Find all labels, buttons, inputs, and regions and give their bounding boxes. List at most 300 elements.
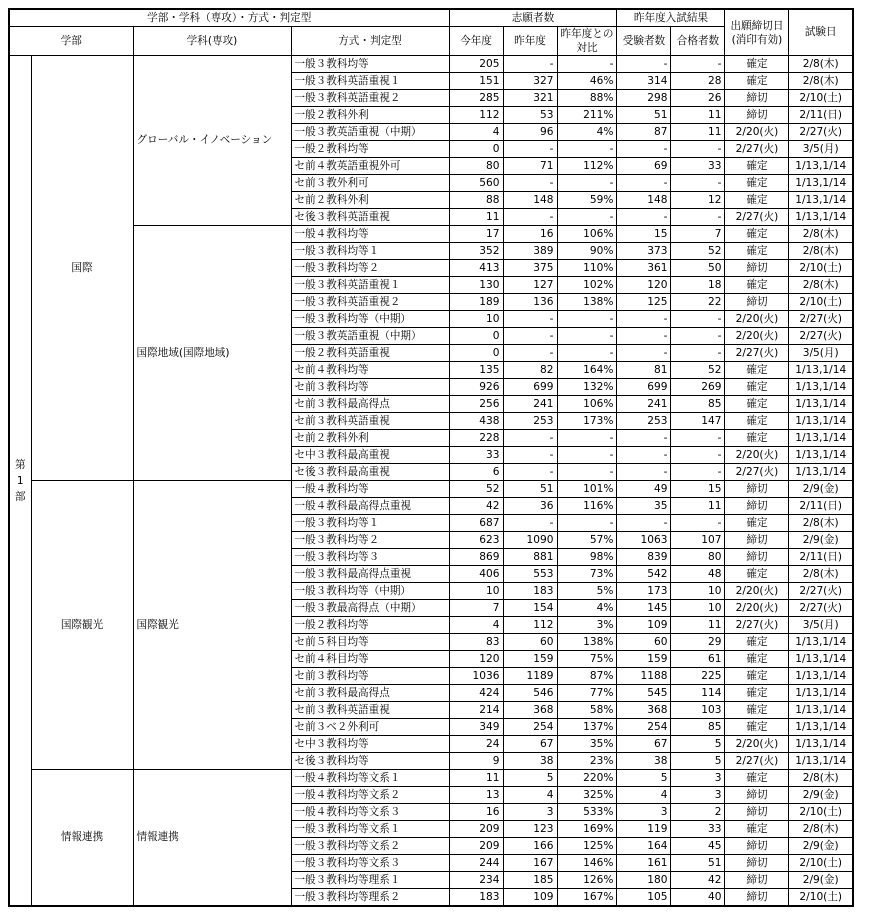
method-cell: 一般２教科外利 [291,107,449,124]
ratio-cell: - [557,328,617,345]
ratio-cell: 169% [557,821,617,838]
header-ratio [557,27,617,56]
deadline-cell: 2/20(火) [725,447,789,464]
deadline-cell: 締切 [725,872,789,889]
last-year-cell: 253 [503,413,557,430]
deadline-cell: 締切 [725,804,789,821]
passers-cell: - [671,56,725,73]
method-cell: セ前５科目均等 [291,634,449,651]
this-year-cell: 112 [449,107,503,124]
ratio-cell: 132% [557,379,617,396]
exam-date-cell: 2/8(木) [789,243,853,260]
header-deadline-line1: 出願締切日 [730,19,784,32]
ratio-cell: 98% [557,549,617,566]
ratio-cell: 138% [557,294,617,311]
examinees-cell: 3 [617,804,671,821]
exam-date-cell: 2/10(土) [789,889,853,907]
exam-date-cell: 2/27(火) [789,124,853,141]
deadline-cell: 確定 [725,515,789,532]
this-year-cell: 189 [449,294,503,311]
deadline-cell: 確定 [725,226,789,243]
deadline-cell: 2/27(火) [725,209,789,226]
method-cell: セ前３教科英語重視 [291,702,449,719]
exam-date-cell: 3/5(月) [789,617,853,634]
passers-cell: 51 [671,855,725,872]
method-cell: セ前４教英語重視外可 [291,158,449,175]
method-cell: 一般２教科均等 [291,617,449,634]
ratio-cell: 211% [557,107,617,124]
ratio-cell: 23% [557,753,617,770]
examinees-cell: 105 [617,889,671,907]
method-cell: 一般３教英語重視（中期） [291,328,449,345]
last-year-cell: 3 [503,804,557,821]
deadline-cell: 締切 [725,532,789,549]
exam-date-cell: 2/27(火) [789,600,853,617]
last-year-cell: 185 [503,872,557,889]
this-year-cell: 151 [449,73,503,90]
deadline-cell: 締切 [725,481,789,498]
method-cell: 一般３教科均等文系２ [291,838,449,855]
last-year-cell: 53 [503,107,557,124]
last-year-cell: 112 [503,617,557,634]
this-year-cell: 352 [449,243,503,260]
exam-date-cell: 2/27(火) [789,328,853,345]
deadline-cell: 締切 [725,787,789,804]
deadline-cell: 2/20(火) [725,328,789,345]
this-year-cell: 244 [449,855,503,872]
exam-date-cell: 2/10(土) [789,90,853,107]
examinees-cell: 542 [617,566,671,583]
this-year-cell: 130 [449,277,503,294]
method-cell: 一般４教科均等 [291,226,449,243]
exam-date-cell: 1/13,1/14 [789,158,853,175]
exam-date-cell: 3/5(月) [789,141,853,158]
header-department: 学科(専攻) [133,27,291,56]
last-year-cell: 51 [503,481,557,498]
examinees-cell: 60 [617,634,671,651]
deadline-cell: 確定 [725,566,789,583]
header-applicants: 志願者数 [449,9,617,27]
examinees-cell: 373 [617,243,671,260]
last-year-cell: 368 [503,702,557,719]
ratio-cell: 77% [557,685,617,702]
this-year-cell: 13 [449,787,503,804]
exam-date-cell: 2/8(木) [789,566,853,583]
last-year-cell: - [503,447,557,464]
deadline-cell: 確定 [725,702,789,719]
last-year-cell: 148 [503,192,557,209]
ratio-cell: 116% [557,498,617,515]
ratio-cell: 126% [557,872,617,889]
passers-cell: 225 [671,668,725,685]
ratio-cell: - [557,430,617,447]
table-body [9,56,853,907]
passers-cell: 11 [671,498,725,515]
last-year-cell: 699 [503,379,557,396]
method-cell: 一般４教科均等 [291,481,449,498]
last-year-cell: 881 [503,549,557,566]
method-cell: セ前３教外利可 [291,175,449,192]
method-cell: 一般３教科英語重視１ [291,277,449,294]
deadline-cell: 確定 [725,634,789,651]
this-year-cell: 80 [449,158,503,175]
faculty-name: 国際 [31,56,133,481]
examinees-cell: - [617,447,671,464]
method-cell: セ前３ベ２外利可 [291,719,449,736]
last-year-cell: 389 [503,243,557,260]
this-year-cell: 214 [449,702,503,719]
method-cell: 一般３教科均等２ [291,260,449,277]
deadline-cell: 確定 [725,821,789,838]
admissions-table-container [8,8,854,907]
passers-cell: 12 [671,192,725,209]
ratio-cell: 58% [557,702,617,719]
ratio-cell: 112% [557,158,617,175]
header-deadline-line2: (消印有効) [731,33,783,46]
examinees-cell: 35 [617,498,671,515]
method-cell: セ前２教科外利 [291,192,449,209]
deadline-cell: 確定 [725,430,789,447]
last-year-cell: 38 [503,753,557,770]
last-year-cell: 1090 [503,532,557,549]
header-examinees: 受験者数 [617,27,671,56]
ratio-cell: - [557,141,617,158]
exam-date-cell: 1/13,1/14 [789,464,853,481]
method-cell: 一般３教科均等文系１ [291,821,449,838]
header-last-results: 昨年度入試結果 [617,9,725,27]
deadline-cell: 2/20(火) [725,124,789,141]
last-year-cell: 241 [503,396,557,413]
deadline-cell: 確定 [725,158,789,175]
passers-cell: 15 [671,481,725,498]
method-cell: 一般４教科均等文系２ [291,787,449,804]
method-cell: 一般３教科均等１ [291,515,449,532]
method-cell: セ後３教科英語重視 [291,209,449,226]
admissions-table [8,8,854,907]
header-last-year: 昨年度 [503,27,557,56]
table-row [9,481,853,498]
header-row-1 [9,9,853,27]
passers-cell: 11 [671,124,725,141]
passers-cell: - [671,175,725,192]
ratio-cell: 125% [557,838,617,855]
method-cell: 一般３教科英語重視２ [291,90,449,107]
exam-date-cell: 1/13,1/14 [789,651,853,668]
this-year-cell: 234 [449,872,503,889]
passers-cell: 114 [671,685,725,702]
deadline-cell: 確定 [725,175,789,192]
deadline-cell: 2/27(火) [725,617,789,634]
method-cell: セ中３教科均等 [291,736,449,753]
examinees-cell: 51 [617,107,671,124]
method-cell: 一般２教科均等 [291,141,449,158]
exam-date-cell: 2/27(火) [789,311,853,328]
examinees-cell: 241 [617,396,671,413]
this-year-cell: 209 [449,821,503,838]
header-faculty: 学部 [9,27,133,56]
ratio-cell: 46% [557,73,617,90]
last-year-cell: 327 [503,73,557,90]
last-year-cell: 71 [503,158,557,175]
this-year-cell: 4 [449,124,503,141]
examinees-cell: 49 [617,481,671,498]
deadline-cell: 締切 [725,549,789,566]
exam-date-cell: 1/13,1/14 [789,430,853,447]
this-year-cell: 17 [449,226,503,243]
ratio-cell: 173% [557,413,617,430]
examinees-cell: 180 [617,872,671,889]
last-year-cell: 546 [503,685,557,702]
this-year-cell: 135 [449,362,503,379]
table-row [9,770,853,787]
passers-cell: 29 [671,634,725,651]
examinees-cell: 109 [617,617,671,634]
examinees-cell: 4 [617,787,671,804]
department-name: 国際観光 [133,481,291,770]
method-cell: 一般３教科均等文系３ [291,855,449,872]
ratio-cell: - [557,175,617,192]
passers-cell: 10 [671,583,725,600]
exam-date-cell: 2/11(日) [789,549,853,566]
last-year-cell: - [503,430,557,447]
exam-date-cell: 1/13,1/14 [789,685,853,702]
passers-cell: 48 [671,566,725,583]
ratio-cell: - [557,447,617,464]
passers-cell: 61 [671,651,725,668]
exam-date-cell: 2/9(金) [789,838,853,855]
exam-date-cell: 1/13,1/14 [789,175,853,192]
last-year-cell: 16 [503,226,557,243]
deadline-cell: 確定 [725,396,789,413]
last-year-cell: 96 [503,124,557,141]
ratio-cell: 57% [557,532,617,549]
examinees-cell: 15 [617,226,671,243]
examinees-cell: 119 [617,821,671,838]
division-label [9,56,31,907]
this-year-cell: 623 [449,532,503,549]
this-year-cell: 33 [449,447,503,464]
passers-cell: - [671,345,725,362]
exam-date-cell: 3/5(月) [789,345,853,362]
ratio-cell: 110% [557,260,617,277]
last-year-cell: 82 [503,362,557,379]
department-name: 情報連携 [133,770,291,907]
method-cell: セ中３教科最高重視 [291,447,449,464]
exam-date-cell: 1/13,1/14 [789,719,853,736]
passers-cell: - [671,311,725,328]
deadline-cell: 確定 [725,651,789,668]
passers-cell: 10 [671,600,725,617]
passers-cell: 42 [671,872,725,889]
examinees-cell: - [617,345,671,362]
this-year-cell: 10 [449,583,503,600]
method-cell: セ後３教科均等 [291,753,449,770]
this-year-cell: 0 [449,141,503,158]
passers-cell: - [671,515,725,532]
passers-cell: 26 [671,90,725,107]
last-year-cell: - [503,515,557,532]
method-cell: セ前３教科均等 [291,668,449,685]
deadline-cell: 確定 [725,243,789,260]
ratio-cell: - [557,464,617,481]
exam-date-cell: 2/10(土) [789,260,853,277]
deadline-cell: 確定 [725,685,789,702]
examinees-cell: 38 [617,753,671,770]
passers-cell: - [671,447,725,464]
ratio-cell: 59% [557,192,617,209]
ratio-cell: 167% [557,889,617,907]
ratio-cell: 90% [557,243,617,260]
passers-cell: - [671,141,725,158]
deadline-cell: 確定 [725,668,789,685]
method-cell: 一般３教科最高得点重視 [291,566,449,583]
header-ratio-line2: 対比 [576,42,598,54]
examinees-cell: - [617,515,671,532]
passers-cell: 11 [671,617,725,634]
this-year-cell: 10 [449,311,503,328]
exam-date-cell: 2/27(火) [789,583,853,600]
method-cell: 一般３教科均等３ [291,549,449,566]
deadline-cell: 2/20(火) [725,600,789,617]
ratio-cell: 106% [557,226,617,243]
method-cell: 一般３教科均等２ [291,532,449,549]
this-year-cell: 9 [449,753,503,770]
ratio-cell: 164% [557,362,617,379]
method-cell: 一般３教科均等（中期） [291,583,449,600]
header-group-top: 学部・学科（専攻）・方式・判定型 [9,9,449,27]
last-year-cell: - [503,56,557,73]
passers-cell: 7 [671,226,725,243]
deadline-cell: 締切 [725,260,789,277]
this-year-cell: 406 [449,566,503,583]
passers-cell: 85 [671,396,725,413]
this-year-cell: 1036 [449,668,503,685]
this-year-cell: 228 [449,430,503,447]
this-year-cell: 16 [449,804,503,821]
method-cell: 一般３教科均等理系２ [291,889,449,907]
passers-cell: 107 [671,532,725,549]
last-year-cell: 1189 [503,668,557,685]
exam-date-cell: 2/8(木) [789,226,853,243]
this-year-cell: 24 [449,736,503,753]
examinees-cell: 361 [617,260,671,277]
method-cell: セ後３教科最高重視 [291,464,449,481]
deadline-cell: 確定 [725,770,789,787]
header-passers: 合格者数 [671,27,725,56]
header-deadline [725,9,789,56]
ratio-cell: 101% [557,481,617,498]
faculty-name: 情報連携 [31,770,133,907]
examinees-cell: 1188 [617,668,671,685]
ratio-cell: - [557,56,617,73]
exam-date-cell: 2/9(金) [789,872,853,889]
examinees-cell: 81 [617,362,671,379]
this-year-cell: 256 [449,396,503,413]
deadline-cell: 締切 [725,838,789,855]
ratio-cell: 88% [557,90,617,107]
method-cell: 一般３教科均等（中期） [291,311,449,328]
examinees-cell: 314 [617,73,671,90]
exam-date-cell: 1/13,1/14 [789,396,853,413]
examinees-cell: 145 [617,600,671,617]
examinees-cell: 69 [617,158,671,175]
last-year-cell: 67 [503,736,557,753]
ratio-cell: - [557,515,617,532]
last-year-cell: - [503,141,557,158]
ratio-cell: 146% [557,855,617,872]
deadline-cell: 2/27(火) [725,753,789,770]
deadline-cell: 締切 [725,498,789,515]
examinees-cell: 699 [617,379,671,396]
passers-cell: 11 [671,107,725,124]
exam-date-cell: 2/8(木) [789,56,853,73]
method-cell: セ前３教科最高得点 [291,396,449,413]
method-cell: セ前３教科最高得点 [291,685,449,702]
exam-date-cell: 2/11(日) [789,498,853,515]
exam-date-cell: 1/13,1/14 [789,668,853,685]
ratio-cell: 106% [557,396,617,413]
examinees-cell: 67 [617,736,671,753]
exam-date-cell: 1/13,1/14 [789,362,853,379]
passers-cell: 3 [671,770,725,787]
examinees-cell: 1063 [617,532,671,549]
this-year-cell: 42 [449,498,503,515]
deadline-cell: 2/20(火) [725,736,789,753]
this-year-cell: 0 [449,328,503,345]
deadline-cell: 確定 [725,379,789,396]
examinees-cell: 254 [617,719,671,736]
passers-cell: 50 [671,260,725,277]
last-year-cell: - [503,328,557,345]
this-year-cell: 205 [449,56,503,73]
ratio-cell: - [557,209,617,226]
exam-date-cell: 2/10(土) [789,294,853,311]
this-year-cell: 687 [449,515,503,532]
passers-cell: 52 [671,243,725,260]
this-year-cell: 926 [449,379,503,396]
exam-date-cell: 2/9(金) [789,787,853,804]
this-year-cell: 349 [449,719,503,736]
deadline-cell: 2/20(火) [725,311,789,328]
last-year-cell: 5 [503,770,557,787]
this-year-cell: 560 [449,175,503,192]
exam-date-cell: 1/13,1/14 [789,736,853,753]
deadline-cell: 確定 [725,192,789,209]
last-year-cell: 36 [503,498,557,515]
this-year-cell: 183 [449,889,503,907]
deadline-cell: 2/20(火) [725,583,789,600]
last-year-cell: 136 [503,294,557,311]
exam-date-cell: 1/13,1/14 [789,413,853,430]
last-year-cell: 553 [503,566,557,583]
passers-cell: 18 [671,277,725,294]
method-cell: 一般３教科均等１ [291,243,449,260]
passers-cell: 40 [671,889,725,907]
exam-date-cell: 1/13,1/14 [789,634,853,651]
last-year-cell: 321 [503,90,557,107]
passers-cell: 3 [671,787,725,804]
examinees-cell: - [617,209,671,226]
examinees-cell: - [617,141,671,158]
passers-cell: 269 [671,379,725,396]
this-year-cell: 424 [449,685,503,702]
exam-date-cell: 2/11(日) [789,107,853,124]
ratio-cell: 73% [557,566,617,583]
examinees-cell: 253 [617,413,671,430]
this-year-cell: 4 [449,617,503,634]
this-year-cell: 52 [449,481,503,498]
faculty-name: 国際観光 [31,481,133,770]
